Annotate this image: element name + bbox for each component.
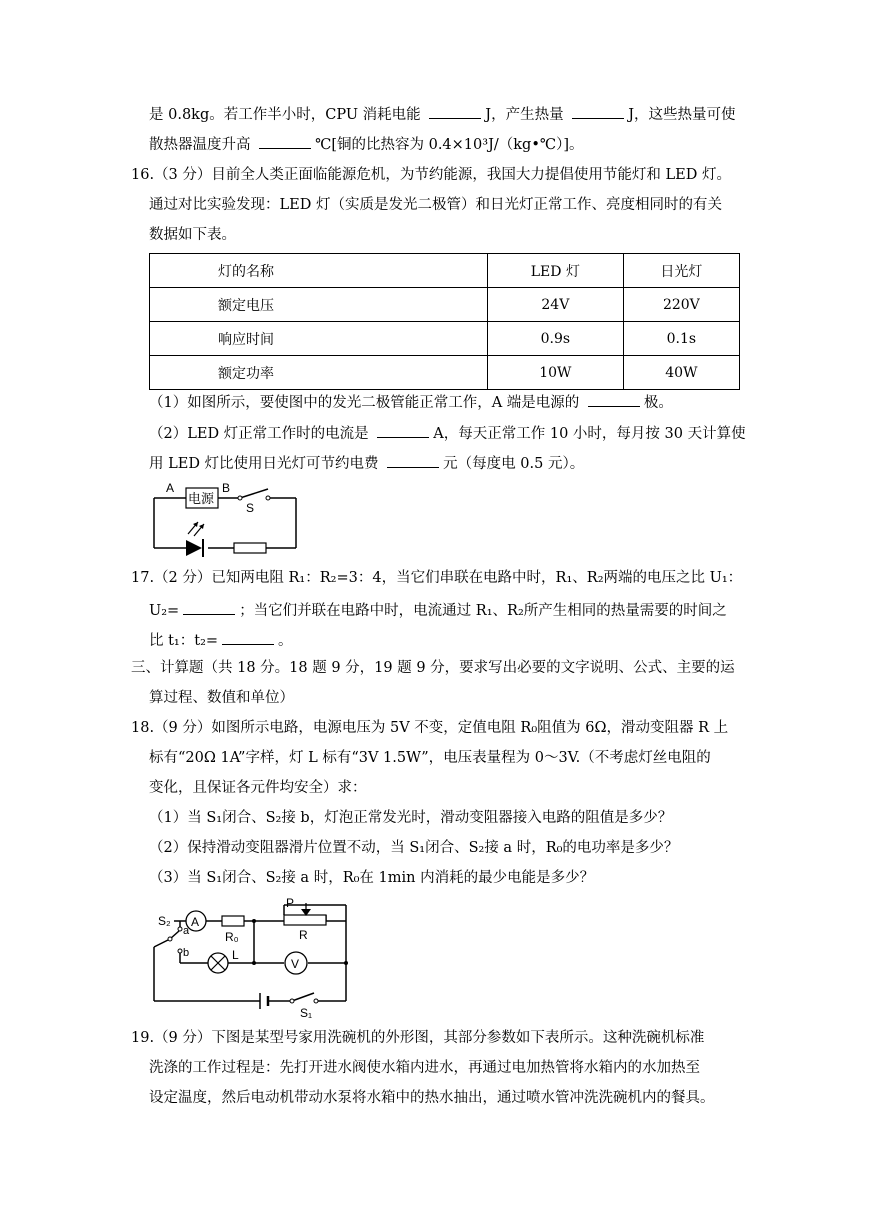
s2-label: S₂ bbox=[158, 914, 171, 928]
answer-blank bbox=[429, 104, 481, 119]
table-row bbox=[150, 322, 740, 356]
led-circuit-diagram bbox=[150, 480, 302, 552]
q17-line-1: 17.（2 分）已知两电阻 R₁：R₂=3：4，当它们串联在电路中时，R₁、R₂两端的电压之比 U₁： bbox=[131, 570, 743, 586]
lamp-icon bbox=[208, 953, 228, 973]
q15-line-1: 是 0.8kg。若工作半小时，CPU 消耗电能 J，产生热量 J，这些热量可使 bbox=[149, 104, 736, 125]
answer-blank bbox=[377, 423, 429, 438]
lamp-comparison-table bbox=[149, 253, 740, 390]
power-source-label: 电源 bbox=[188, 491, 215, 506]
q19-line-2: 洗涤的工作过程是：先打开进水阀使水箱内进水，再通过电加热管将水箱内的水加热至 bbox=[149, 1060, 700, 1076]
contact-a-label: a bbox=[183, 925, 190, 937]
voltmeter-label: V bbox=[291, 957, 300, 971]
table-cell: 220V bbox=[623, 288, 739, 322]
section-3-heading: 三、计算题（共 18 分。18 题 9 分，19 题 9 分，要求写出必要的文字说明、公式、主要的运 bbox=[131, 660, 735, 676]
q18-line-1: 18.（9 分）如图所示电路，电源电压为 5V 不变，定值电阻 R₀阻值为 6Ω，滑动变阻器 R 上 bbox=[131, 720, 729, 736]
answer-blank bbox=[387, 453, 439, 468]
q16-line-2: 通过对比实验发现：LED 灯（实质是发光二极管）和日光灯正常工作、亮度相同时的有关 bbox=[149, 197, 722, 213]
table-cell: 额定电压 bbox=[150, 288, 488, 322]
answer-blank bbox=[259, 134, 311, 149]
q16-line-1: 16.（3 分）目前全人类正面临能源危机，为节约能源，我国大力提倡使用节能灯和 LED 灯。 bbox=[131, 167, 731, 183]
table-header-cell: LED 灯 bbox=[487, 254, 623, 288]
q17-line-2: U₂= ；当它们并联在电路中时，电流通过 R₁、R₂所产生相同的热量需要的时间之 bbox=[149, 600, 727, 621]
table-cell: 响应时间 bbox=[150, 322, 488, 356]
table-cell: 10W bbox=[487, 356, 623, 390]
table-header-cell: 日光灯 bbox=[623, 254, 739, 288]
q19-line-3: 设定温度，然后电动机带动水泵将水箱中的热水抽出，通过喷水管冲洗洗碗机内的餐具。 bbox=[149, 1090, 715, 1106]
slider-p-label: P bbox=[286, 896, 295, 910]
s1-label: S₁ bbox=[300, 1006, 313, 1020]
lamp-label: L bbox=[232, 948, 239, 962]
resistor-icon bbox=[234, 543, 266, 553]
r0-resistor-icon bbox=[222, 916, 244, 926]
ammeter-label: A bbox=[191, 915, 200, 929]
table-row bbox=[150, 356, 740, 390]
rheostat-label: R bbox=[299, 928, 308, 942]
q18-sub-1: （1）当 S₁闭合、S₂接 b，灯泡正常发光时，滑动变阻器接入电路的阻值是多少？ bbox=[149, 810, 673, 826]
answer-blank bbox=[572, 104, 624, 119]
answer-blank bbox=[222, 630, 274, 645]
q19-line-1: 19.（9 分）下图是某型号家用洗碗机的外形图，其部分参数如下表所示。这种洗碗机标准 bbox=[131, 1030, 705, 1046]
terminal-b-label: B bbox=[222, 481, 231, 495]
q18-sub-2: （2）保持滑动变阻器滑片位置不动，当 S₁闭合、S₂接 a 时，R₀的电功率是多少？ bbox=[149, 840, 679, 856]
switch-label: S bbox=[246, 501, 255, 515]
table-cell: 额定功率 bbox=[150, 356, 488, 390]
answer-blank bbox=[183, 600, 235, 615]
q17-line-3: 比 t₁：t₂= 。 bbox=[149, 630, 293, 651]
contact-b-label: b bbox=[183, 947, 190, 959]
table-row bbox=[150, 254, 740, 288]
section-3-heading-cont: 算过程、数值和单位） bbox=[149, 690, 294, 706]
q16-sub-2-cont: 用 LED 灯比使用日光灯可节约电费 元（每度电 0.5 元）。 bbox=[149, 453, 584, 474]
battery-icon bbox=[260, 993, 268, 1009]
led-diode-icon bbox=[186, 522, 204, 557]
q16-sub-1: （1）如图所示，要使图中的发光二极管能正常工作，A 端是电源的 极。 bbox=[149, 392, 673, 413]
terminal-a-label: A bbox=[166, 481, 175, 495]
table-cell: 40W bbox=[623, 356, 739, 390]
answer-blank bbox=[588, 392, 640, 407]
table-cell: 0.9s bbox=[487, 322, 623, 356]
r0-label: R₀ bbox=[225, 930, 239, 944]
table-header-cell: 灯的名称 bbox=[150, 254, 488, 288]
q18-line-2: 标有“20Ω 1A”字样，灯 L 标有“3V 1.5W”，电压表量程为 0～3V.（不考虑灯丝电阻的 bbox=[149, 750, 711, 766]
q16-sub-2: （2）LED 灯正常工作时的电流是 A，每天正常工作 10 小时，每月按 30 天计算使 bbox=[149, 423, 746, 444]
table-cell: 0.1s bbox=[623, 322, 739, 356]
table-row bbox=[150, 288, 740, 322]
q18-sub-3: （3）当 S₁闭合、S₂接 a 时，R₀在 1min 内消耗的最少电能是多少？ bbox=[149, 870, 595, 886]
q15-line-2: 散热器温度升高 ℃[铜的比热容为 0.4×10³J/（kg•℃）]。 bbox=[149, 134, 584, 155]
table-cell: 24V bbox=[487, 288, 623, 322]
q18-circuit-diagram bbox=[150, 895, 360, 1020]
rheostat-icon bbox=[284, 915, 326, 925]
q18-line-3: 变化，且保证各元件均安全）求： bbox=[149, 780, 367, 796]
q16-line-3: 数据如下表。 bbox=[149, 227, 236, 243]
